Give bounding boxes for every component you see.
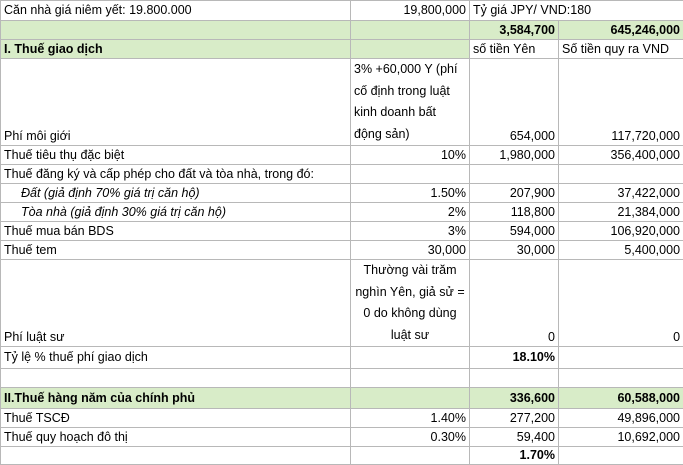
row-list-price — [1, 1, 683, 21]
cell-section2-yen[interactable]: 336,600 — [470, 388, 559, 409]
cell-empty[interactable] — [351, 21, 470, 40]
cell-section2-title[interactable]: II.Thuế hàng năm của chính phủ — [1, 388, 351, 409]
cell-empty[interactable] — [1, 447, 351, 465]
cell-fixed-asset-yen[interactable]: 277,200 — [470, 409, 559, 428]
cell-empty[interactable] — [351, 447, 470, 465]
cell-list-price-label[interactable]: Căn nhà giá niêm yết: 19.800.000 — [1, 1, 351, 21]
cell-lawyer-label[interactable]: Phí luật sư — [1, 260, 351, 347]
cell-building-yen[interactable]: 118,800 — [470, 203, 559, 222]
row-building — [1, 203, 683, 222]
cell-land-rate[interactable]: 1.50% — [351, 184, 470, 203]
cell-purchase-yen[interactable]: 594,000 — [470, 222, 559, 241]
cell-fixed-asset-rate[interactable]: 1.40% — [351, 409, 470, 428]
cell-building-label[interactable]: Tòa nhà (giả định 30% giá trị căn hộ) — [1, 203, 351, 222]
cell-registration-label[interactable]: Thuế đăng ký và cấp phép cho đất và tòa nhà, trong đó: — [1, 165, 351, 184]
cell-lawyer-note[interactable]: Thường vài trăm nghìn Yên, giả sử = 0 do không dùng luật sư — [351, 260, 470, 347]
cell-fixed-asset-label[interactable]: Thuế TSCĐ — [1, 409, 351, 428]
cell-stamp-vnd[interactable]: 5,400,000 — [559, 241, 683, 260]
cell-empty[interactable] — [1, 369, 351, 388]
cell-yen-total[interactable]: 3,584,700 — [470, 21, 559, 40]
cell-empty[interactable] — [351, 165, 470, 184]
cell-planning-rate[interactable]: 0.30% — [351, 428, 470, 447]
cell-broker-vnd[interactable]: 117,720,000 — [559, 59, 683, 146]
cell-planning-label[interactable]: Thuế quy hoạch đô thị — [1, 428, 351, 447]
cell-ratio1-label[interactable]: Tỷ lệ % thuế phí giao dịch — [1, 347, 351, 369]
cell-purchase-vnd[interactable]: 106,920,000 — [559, 222, 683, 241]
cell-col-yen-header[interactable]: số tiền Yên — [470, 40, 559, 59]
cell-special-label[interactable]: Thuế tiêu thụ đặc biệt — [1, 146, 351, 165]
cell-empty[interactable] — [559, 447, 683, 465]
cell-empty[interactable] — [470, 369, 559, 388]
cell-land-vnd[interactable]: 37,422,000 — [559, 184, 683, 203]
cell-lawyer-yen[interactable]: 0 — [470, 260, 559, 347]
cell-stamp-yen[interactable]: 30,000 — [470, 241, 559, 260]
cell-land-yen[interactable]: 207,900 — [470, 184, 559, 203]
cell-empty[interactable] — [1, 21, 351, 40]
cell-building-vnd[interactable]: 21,384,000 — [559, 203, 683, 222]
cell-fixed-asset-vnd[interactable]: 49,896,000 — [559, 409, 683, 428]
cell-building-rate[interactable]: 2% — [351, 203, 470, 222]
row-fixed-asset-tax — [1, 409, 683, 428]
row-blank — [1, 369, 683, 388]
cell-ratio1-value[interactable]: 18.10% — [470, 347, 559, 369]
cell-stamp-rate[interactable]: 30,000 — [351, 241, 470, 260]
cell-section2-vnd[interactable]: 60,588,000 — [559, 388, 683, 409]
cell-special-vnd[interactable]: 356,400,000 — [559, 146, 683, 165]
cell-col-vnd-header[interactable]: Số tiền quy ra VND — [559, 40, 683, 59]
cell-empty[interactable] — [470, 165, 559, 184]
row-land — [1, 184, 683, 203]
row-planning-tax — [1, 428, 683, 447]
cell-special-rate[interactable]: 10% — [351, 146, 470, 165]
cell-empty[interactable] — [351, 388, 470, 409]
row-ratio2 — [1, 447, 683, 465]
row-totals — [1, 21, 683, 40]
row-ratio1 — [1, 347, 683, 369]
cell-section1-title[interactable]: I. Thuế giao dịch — [1, 40, 351, 59]
cell-empty[interactable] — [559, 165, 683, 184]
cell-broker-rate[interactable]: 3% +60,000 Y (phí cố định trong luật kinh doanh bất động sản) — [351, 59, 470, 146]
row-broker-fee — [1, 59, 683, 146]
cell-land-label[interactable]: Đất (giả định 70% giá trị căn hộ) — [1, 184, 351, 203]
cell-planning-vnd[interactable]: 10,692,000 — [559, 428, 683, 447]
cell-ratio2-value[interactable]: 1.70% — [470, 447, 559, 465]
cell-broker-label[interactable]: Phí môi giới — [1, 59, 351, 146]
cell-planning-yen[interactable]: 59,400 — [470, 428, 559, 447]
cell-empty[interactable] — [351, 369, 470, 388]
cell-exchange-rate[interactable]: Tỷ giá JPY/ VND:180 — [470, 1, 683, 21]
row-section2-header — [1, 388, 683, 409]
cell-vnd-total[interactable]: 645,246,000 — [559, 21, 683, 40]
row-registration — [1, 165, 683, 184]
cell-lawyer-vnd[interactable]: 0 — [559, 260, 683, 347]
row-special-tax — [1, 146, 683, 165]
row-lawyer-fee — [1, 260, 683, 347]
cell-list-price-value[interactable]: 19,800,000 — [351, 1, 470, 21]
cell-special-yen[interactable]: 1,980,000 — [470, 146, 559, 165]
row-stamp-tax — [1, 241, 683, 260]
cell-purchase-label[interactable]: Thuế mua bán BDS — [1, 222, 351, 241]
cell-empty[interactable] — [351, 347, 470, 369]
cell-broker-yen[interactable]: 654,000 — [470, 59, 559, 146]
cell-purchase-rate[interactable]: 3% — [351, 222, 470, 241]
cell-empty[interactable] — [351, 40, 470, 59]
cell-empty[interactable] — [559, 347, 683, 369]
cell-stamp-label[interactable]: Thuế tem — [1, 241, 351, 260]
row-purchase-tax — [1, 222, 683, 241]
row-section1-header — [1, 40, 683, 59]
cell-empty[interactable] — [559, 369, 683, 388]
